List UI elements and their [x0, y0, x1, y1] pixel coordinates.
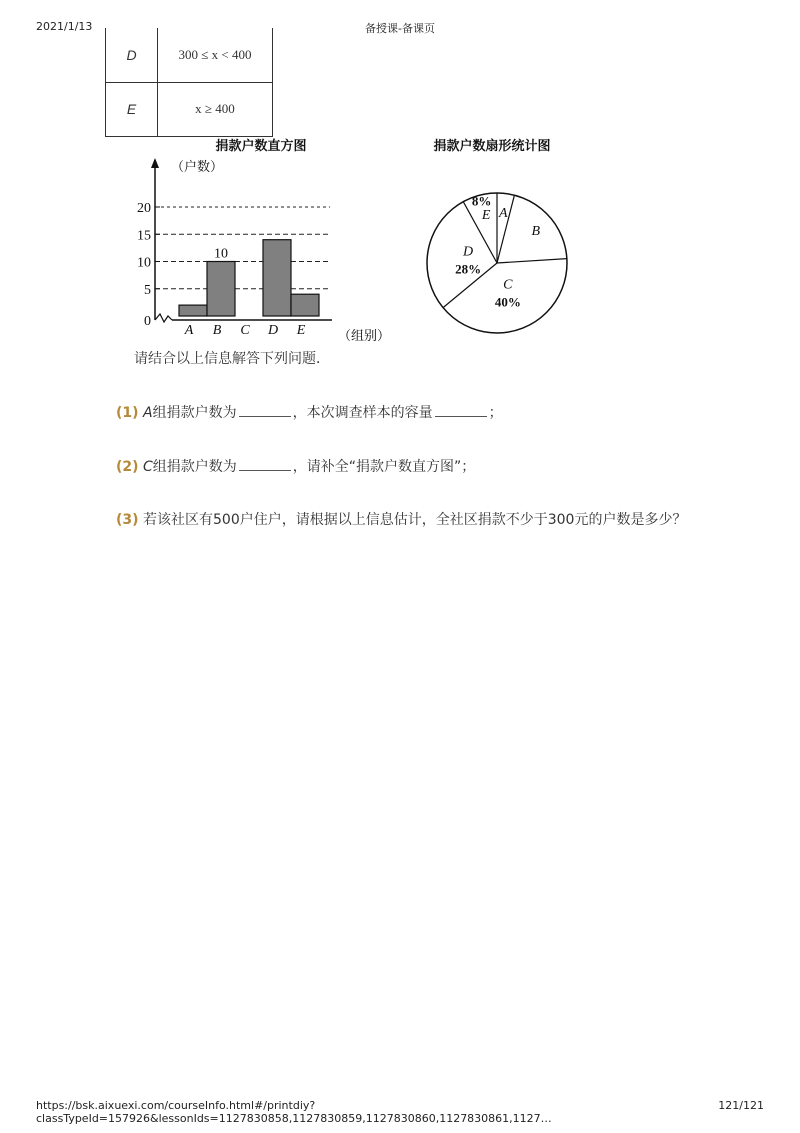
- footer-url: https://bsk.aixuexi.com/courseInfo.html#/printdiy?classTypeId=157926&lessonIds=1127830858,1127830859,1127830860,1127830861,1127…: [36, 1099, 552, 1125]
- question-variable: A: [143, 405, 153, 421]
- question-text: 组捐款户数为: [152, 459, 237, 475]
- answer-blank[interactable]: [239, 458, 291, 471]
- slice-d-percent: 28%: [455, 261, 482, 277]
- y-tick-label: 15: [137, 228, 151, 244]
- histogram-grid: [155, 207, 330, 289]
- y-tick-label: 10: [137, 255, 151, 271]
- histogram-ylabel: （户数）: [171, 159, 224, 174]
- header-date: 2021/1/13: [36, 20, 93, 33]
- group-cell: E: [106, 82, 158, 136]
- range-cell: 300 ≤ x < 400: [158, 28, 273, 82]
- slice-c-percent: 40%: [494, 294, 521, 310]
- question-number: (2): [116, 459, 139, 475]
- x-tick-label: A: [184, 323, 194, 338]
- pie-title: 捐款户数扇形统计图: [433, 138, 551, 153]
- data-label: 10: [214, 246, 228, 262]
- footer-page-number: 121/121: [718, 1099, 764, 1112]
- pie-chart: [427, 193, 567, 333]
- question-3: [116, 509, 686, 529]
- axis-break: [155, 314, 172, 322]
- y-axis-arrow: [151, 158, 159, 168]
- range-cell: x ≥ 400: [158, 82, 273, 136]
- question-text: 若该社区有500户住户，请根据以上信息估计，全社区捐款不少于300元的户数是多少？: [143, 512, 687, 528]
- question-text: ；: [488, 405, 503, 421]
- x-tick-label: B: [212, 323, 222, 338]
- question-number: (1): [116, 405, 139, 421]
- x-tick-label: E: [296, 323, 306, 338]
- question-text: ，本次调查样本的容量: [292, 405, 433, 421]
- slice-d-name: D: [463, 244, 474, 260]
- group-cell: D: [106, 28, 158, 82]
- prompt-text: 请结合以上信息解答下列问题．: [134, 351, 330, 367]
- header-title: 备授课-备课页: [365, 22, 435, 35]
- slice-b-name: B: [531, 223, 541, 239]
- y-tick-label: 0: [144, 314, 151, 329]
- figures: [0, 0, 800, 360]
- slice-e-name: E: [481, 207, 491, 223]
- bar-a: [179, 305, 207, 316]
- question-number: (3): [116, 512, 139, 528]
- x-tick-label: D: [267, 323, 279, 338]
- answer-blank[interactable]: [239, 404, 291, 417]
- bar-b: [207, 262, 235, 317]
- histogram-bars: [179, 240, 319, 316]
- y-tick-label: 20: [137, 201, 151, 216]
- answer-blank[interactable]: [435, 404, 487, 417]
- histogram-title: 捐款户数直方图: [215, 138, 307, 153]
- slice-e-percent: 8%: [471, 193, 492, 209]
- slice-c-name: C: [503, 277, 513, 293]
- x-tick-label: C: [240, 323, 250, 338]
- question-text: ，请补全“捐款户数直方图”；: [292, 459, 476, 475]
- question-2: [116, 456, 475, 476]
- histogram-xlabel: （组别）: [338, 328, 391, 343]
- slice-a-name: A: [499, 205, 508, 221]
- question-variable: C: [143, 459, 153, 475]
- question-1: [116, 402, 503, 422]
- bar-d: [263, 240, 291, 316]
- bar-e: [291, 294, 319, 316]
- question-text: 组捐款户数为: [152, 405, 237, 421]
- y-tick-label: 5: [144, 282, 151, 298]
